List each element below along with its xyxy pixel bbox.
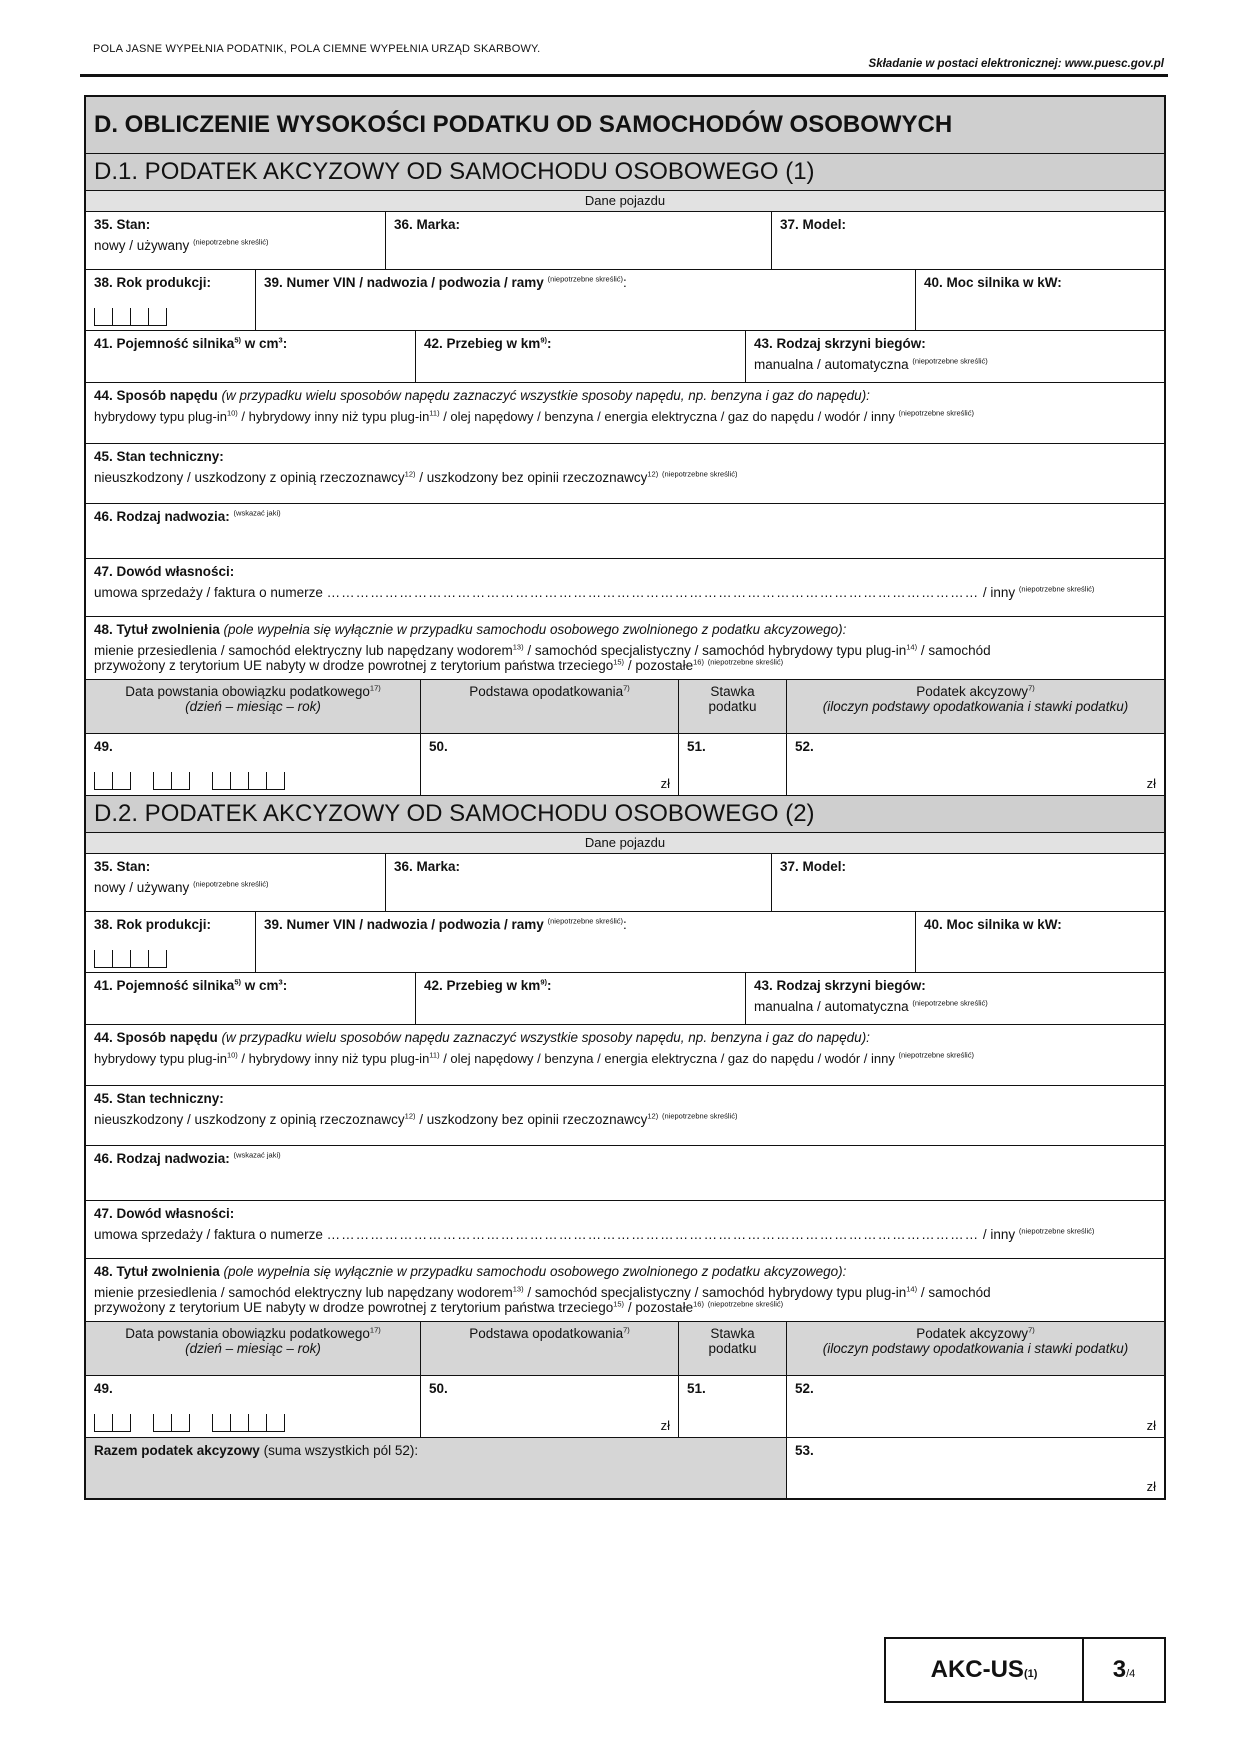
text-f48s1: 13) <box>512 642 524 652</box>
car-block-1 <box>86 154 1164 796</box>
vehicle-data-header: Dane pojazdu <box>86 191 1164 212</box>
text-f48d: przywożony z terytorium UE nabyty w drodze powrotnej z terytorium państwa trzeciego <box>94 1300 614 1315</box>
car-title: D.2. PODATEK AKCYZOWY OD SAMOCHODU OSOBOWEGO (2) <box>86 796 1164 833</box>
text-f44c: / olej napędowy / benzyna / energia elektryczna / gaz do napędu / wodór / inny <box>439 409 895 424</box>
text-f45b: / uszkodzony bez opinii rzeczoznawcy <box>415 1112 648 1127</box>
text-f48n: (niepotrzebne skreślić) <box>707 657 784 667</box>
text-f48c: / samochód <box>917 1285 991 1300</box>
field-39-vin[interactable] <box>256 912 916 972</box>
text-f44c: / olej napędowy / benzyna / energia elektryczna / gaz do napędu / wodór / inny <box>439 1051 895 1066</box>
text-f45a: nieuszkodzony / uszkodzony z opinią rzeczoznawcy <box>94 1112 405 1127</box>
text-f48e: / pozostałe <box>624 1300 694 1315</box>
form-instruction: POLA JASNE WYPEŁNIA PODATNIK, POLA CIEMNE WYPEŁNIA URZĄD SKARBOWY. <box>93 43 541 55</box>
text-f49: 49. <box>94 739 113 754</box>
text-f35n: (niepotrzebne skreślić) <box>193 237 269 247</box>
field-44-drive-type[interactable] <box>86 383 1164 443</box>
field-46-body-type[interactable] <box>86 1146 1164 1200</box>
field-36-make[interactable] <box>386 212 772 269</box>
field-35-condition[interactable] <box>86 212 386 269</box>
text-th2s: 7) <box>623 1325 630 1335</box>
text-f48s3: 15) <box>613 657 625 667</box>
date-boxes[interactable] <box>94 772 307 790</box>
text-f44n: (niepotrzebne skreślić) <box>898 1050 974 1060</box>
text-f44i: (w przypadku wielu sposobów napędu zaznaczyć wszystkie sposoby napędu, np. benzyna i gaz do napędu): <box>221 388 870 403</box>
text-f44i: (w przypadku wielu sposobów napędu zaznaczyć wszystkie sposoby napędu, np. benzyna i gaz do napędu): <box>221 1030 870 1045</box>
text-f38: 38. Rok produkcji: <box>94 917 212 932</box>
text-f42a: 42. Przebieg w km <box>424 978 541 993</box>
text-f42b: : <box>546 336 552 351</box>
text-f43n: (niepotrzebne skreślić) <box>912 356 988 366</box>
field-46-body-type[interactable] <box>86 504 1164 558</box>
text-f45s2: 12) <box>647 469 659 479</box>
text-th1: Data powstania obowiązku podatkowego <box>125 684 370 699</box>
text-f46: 46. Rodzaj nadwozia: <box>94 1151 230 1166</box>
field-53-total-excise[interactable]: 53. zł <box>795 1443 1156 1494</box>
text-th2s: 7) <box>623 683 630 693</box>
text-f41a: 41. Pojemność silnika <box>94 336 235 351</box>
text-f47: 47. Dowód własności: <box>94 564 235 579</box>
text-f48: 48. Tytuł zwolnienia <box>94 1264 220 1279</box>
text-f41c: 3 <box>278 977 283 987</box>
form-code: AKC-US(1) <box>886 1639 1084 1701</box>
field-49-obligation-date[interactable] <box>86 1376 421 1437</box>
text-f48i: (pole wypełnia się wyłącznie w przypadku samochodu osobowego zwolnionego z podatku akcyzowego): <box>223 1264 847 1279</box>
text-f41d: : <box>282 978 288 993</box>
text-f41b: w cm <box>241 978 279 993</box>
field-35-condition[interactable] <box>86 854 386 911</box>
text-f42a: 42. Przebieg w km <box>424 336 541 351</box>
text-f52: 52. <box>795 739 814 754</box>
text-f48c: / samochód <box>917 643 991 658</box>
text-f52: 52. <box>795 1381 814 1396</box>
text-f38: 38. Rok produkcji: <box>94 275 212 290</box>
field-43-gearbox[interactable] <box>746 331 1164 382</box>
text-f51: 51. <box>687 739 706 754</box>
col-tax-base <box>421 680 679 733</box>
text-f35n: (niepotrzebne skreślić) <box>193 879 269 889</box>
text-f41s: 5) <box>234 335 241 345</box>
text-f48s1: 13) <box>512 1284 524 1294</box>
text-f47a: umowa sprzedaży / faktura o numerze <box>94 585 323 600</box>
col-excise-tax <box>787 1322 1164 1375</box>
text-f47b: / inny <box>979 1227 1016 1242</box>
text-th2: Podstawa opodatkowania <box>469 684 624 699</box>
text-f44b: / hybrydowy inny niż typu plug-in <box>237 409 430 424</box>
text-th4s: 7) <box>1028 1325 1035 1335</box>
text-f47dots: ……………………………………………………………………………………………………………………… <box>326 1227 980 1242</box>
text-f35v: nowy / używany <box>94 880 190 895</box>
field-43-gearbox[interactable] <box>746 973 1164 1024</box>
text-f45b: / uszkodzony bez opinii rzeczoznawcy <box>415 470 648 485</box>
text-f45: 45. Stan techniczny: <box>94 1091 224 1106</box>
text-f48a: mienie przesiedlenia / samochód elektryczny lub napędzany wodorem <box>94 1285 513 1300</box>
text-f48s4: 16) <box>693 657 704 667</box>
field-48-exemption-title[interactable] <box>86 617 1164 679</box>
text-f41c: 3 <box>278 335 283 345</box>
text-f50: 50. <box>429 1381 448 1396</box>
text-f45a: nieuszkodzony / uszkodzony z opinią rzeczoznawcy <box>94 470 405 485</box>
text-th1s: 17) <box>369 683 381 693</box>
page-number: 3/4 <box>1112 1656 1136 1683</box>
field-37-model[interactable] <box>772 854 1164 911</box>
text-f39n: (niepotrzebne skreślić) <box>547 916 624 926</box>
col-tax-obligation-date <box>86 680 421 733</box>
col-excise-tax <box>787 680 1164 733</box>
text-f39: 39. Numer VIN / nadwozia / podwozia / ramy <box>264 275 544 290</box>
text-f41d: : <box>282 336 288 351</box>
text-f43v: manualna / automatyczna <box>754 999 909 1014</box>
text-f42s: 9) <box>540 335 547 345</box>
field-42-mileage[interactable] <box>416 973 746 1024</box>
text-f44s1: 10) <box>226 408 238 418</box>
text-f44s1: 10) <box>226 1050 238 1060</box>
text-th1i: (dzień – miesiąc – rok) <box>185 699 321 714</box>
text-th3: Stawka podatku <box>708 684 757 714</box>
text-f47n: (niepotrzebne skreślić) <box>1018 584 1095 594</box>
text-f40: 40. Moc silnika w kW: <box>924 917 1062 932</box>
field-37-model[interactable] <box>772 212 1164 269</box>
field-45-technical-condition[interactable] <box>86 444 1164 503</box>
field-45-technical-condition[interactable] <box>86 1086 1164 1145</box>
text-f39: 39. Numer VIN / nadwozia / podwozia / ramy <box>264 917 544 932</box>
field-41-engine-capacity[interactable] <box>86 331 416 382</box>
text-f37: 37. Model: <box>780 859 847 874</box>
section-title: D. OBLICZENIE WYSOKOŚCI PODATKU OD SAMOCHODÓW OSOBOWYCH <box>86 97 1164 154</box>
car-title: D.1. PODATEK AKCYZOWY OD SAMOCHODU OSOBOWEGO (1) <box>86 154 1164 191</box>
text-f36: 36. Marka: <box>394 859 461 874</box>
text-f43v: manualna / automatyczna <box>754 357 909 372</box>
field-41-engine-capacity[interactable] <box>86 973 416 1024</box>
text-zl: zł <box>660 776 670 791</box>
text-f35: 35. Stan: <box>94 859 151 874</box>
text-f45n: (niepotrzebne skreślić) <box>662 469 738 479</box>
cars-container <box>86 154 1164 1438</box>
car-block-2 <box>86 796 1164 1438</box>
date-boxes[interactable] <box>94 1414 307 1432</box>
field-47-ownership-proof[interactable] <box>86 1201 1164 1258</box>
text-f47: 47. Dowód własności: <box>94 1206 235 1221</box>
text-f46n: (wskazać jaki) <box>233 1150 281 1160</box>
text-f43: 43. Rodzaj skrzyni biegów: <box>754 336 926 351</box>
field-39-vin[interactable] <box>256 270 916 330</box>
text-f46n: (wskazać jaki) <box>233 508 281 518</box>
text-th1s: 17) <box>369 1325 381 1335</box>
field-40-engine-power[interactable] <box>916 912 1164 972</box>
text-f42b: : <box>546 978 552 993</box>
text-f43n: (niepotrzebne skreślić) <box>912 998 988 1008</box>
year-boxes[interactable] <box>94 950 189 968</box>
col-tax-rate <box>679 680 787 733</box>
field-47-ownership-proof[interactable] <box>86 559 1164 616</box>
field-52-excise-tax[interactable] <box>787 1376 1164 1437</box>
text-zl: zł <box>1146 776 1156 791</box>
text-f44n: (niepotrzebne skreślić) <box>898 408 974 418</box>
text-f44: 44. Sposób napędu <box>94 388 218 403</box>
field-44-drive-type[interactable] <box>86 1025 1164 1085</box>
text-f48s3: 15) <box>613 1299 625 1309</box>
text-f48d: przywożony z terytorium UE nabyty w drodze powrotnej z terytorium państwa trzeciego <box>94 658 614 673</box>
vehicle-data-header: Dane pojazdu <box>86 833 1164 854</box>
text-f48n: (niepotrzebne skreślić) <box>707 1299 784 1309</box>
field-38-production-year[interactable] <box>86 270 256 330</box>
text-f51: 51. <box>687 1381 706 1396</box>
electronic-submission-note: Składanie w postaci elektronicznej: www.puesc.gov.pl <box>868 58 1164 70</box>
text-f48: 48. Tytuł zwolnienia <box>94 622 220 637</box>
text-f41a: 41. Pojemność silnika <box>94 978 235 993</box>
text-f35: 35. Stan: <box>94 217 151 232</box>
field-40-engine-power[interactable] <box>916 270 1164 330</box>
field-51-tax-rate[interactable] <box>679 1376 787 1437</box>
text-f48b: / samochód specjalistyczny / samochód hybrydowy typu plug-in <box>523 643 907 658</box>
text-f46: 46. Rodzaj nadwozia: <box>94 509 230 524</box>
text-f44s2: 11) <box>429 1050 440 1060</box>
text-th4: Podatek akcyzowy <box>916 1326 1029 1341</box>
col-tax-obligation-date <box>86 1322 421 1375</box>
text-f41s: 5) <box>234 977 241 987</box>
field-51-tax-rate[interactable] <box>679 734 787 795</box>
text-f35v: nowy / używany <box>94 238 190 253</box>
text-th4s: 7) <box>1028 683 1035 693</box>
text-f39c: : <box>623 275 627 290</box>
col-tax-base <box>421 1322 679 1375</box>
text-th2: Podstawa opodatkowania <box>469 1326 624 1341</box>
text-f44a: hybrydowy typu plug-in <box>94 409 227 424</box>
field-50-tax-base[interactable] <box>421 1376 679 1437</box>
text-f47dots: ……………………………………………………………………………………………………………………… <box>326 585 980 600</box>
text-th1: Data powstania obowiązku podatkowego <box>125 1326 370 1341</box>
text-f47b: / inny <box>979 585 1016 600</box>
text-f45n: (niepotrzebne skreślić) <box>662 1111 738 1121</box>
form-footer <box>884 1637 1166 1703</box>
text-f36: 36. Marka: <box>394 217 461 232</box>
total-excise-label: Razem podatek akcyzowy (suma wszystkich pól 52): <box>86 1438 787 1498</box>
field-49-obligation-date[interactable] <box>86 734 421 795</box>
col-tax-rate <box>679 1322 787 1375</box>
text-zl: zł <box>1146 1418 1156 1433</box>
text-f40: 40. Moc silnika w kW: <box>924 275 1062 290</box>
field-50-tax-base[interactable] <box>421 734 679 795</box>
text-f48s4: 16) <box>693 1299 704 1309</box>
text-f44a: hybrydowy typu plug-in <box>94 1051 227 1066</box>
text-f48b: / samochód specjalistyczny / samochód hybrydowy typu plug-in <box>523 1285 907 1300</box>
text-f50: 50. <box>429 739 448 754</box>
text-f48a: mienie przesiedlenia / samochód elektryczny lub napędzany wodorem <box>94 643 513 658</box>
text-th3: Stawka podatku <box>708 1326 757 1356</box>
text-f47n: (niepotrzebne skreślić) <box>1018 1226 1095 1236</box>
text-f44s2: 11) <box>429 408 440 418</box>
field-36-make[interactable] <box>386 854 772 911</box>
text-f47a: umowa sprzedaży / faktura o numerze <box>94 1227 323 1242</box>
section-d-form <box>84 95 1166 1500</box>
text-th4i: (iloczyn podstawy opodatkowania i stawki podatku) <box>822 699 1129 714</box>
text-f39c: : <box>623 917 627 932</box>
field-38-production-year[interactable] <box>86 912 256 972</box>
text-f48s2: 14) <box>906 1284 918 1294</box>
text-f49: 49. <box>94 1381 113 1396</box>
text-th1i: (dzień – miesiąc – rok) <box>185 1341 321 1356</box>
text-f48i: (pole wypełnia się wyłącznie w przypadku samochodu osobowego zwolnionego z podatku akcyzowego): <box>223 622 847 637</box>
text-f44: 44. Sposób napędu <box>94 1030 218 1045</box>
text-zl: zł <box>660 1418 670 1433</box>
text-th4i: (iloczyn podstawy opodatkowania i stawki podatku) <box>822 1341 1129 1356</box>
text-f42s: 9) <box>540 977 547 987</box>
year-boxes[interactable] <box>94 308 189 326</box>
text-f45s2: 12) <box>647 1111 659 1121</box>
text-th4: Podatek akcyzowy <box>916 684 1029 699</box>
field-48-exemption-title[interactable] <box>86 1259 1164 1321</box>
text-f48s2: 14) <box>906 642 918 652</box>
header-rule <box>80 74 1168 77</box>
text-f48e: / pozostałe <box>624 658 694 673</box>
text-f39n: (niepotrzebne skreślić) <box>547 274 624 284</box>
text-f41b: w cm <box>241 336 279 351</box>
text-f45: 45. Stan techniczny: <box>94 449 224 464</box>
text-f44b: / hybrydowy inny niż typu plug-in <box>237 1051 430 1066</box>
field-52-excise-tax[interactable] <box>787 734 1164 795</box>
text-f37: 37. Model: <box>780 217 847 232</box>
text-f43: 43. Rodzaj skrzyni biegów: <box>754 978 926 993</box>
field-42-mileage[interactable] <box>416 331 746 382</box>
text-f45s1: 12) <box>404 1111 416 1121</box>
text-f45s1: 12) <box>404 469 416 479</box>
